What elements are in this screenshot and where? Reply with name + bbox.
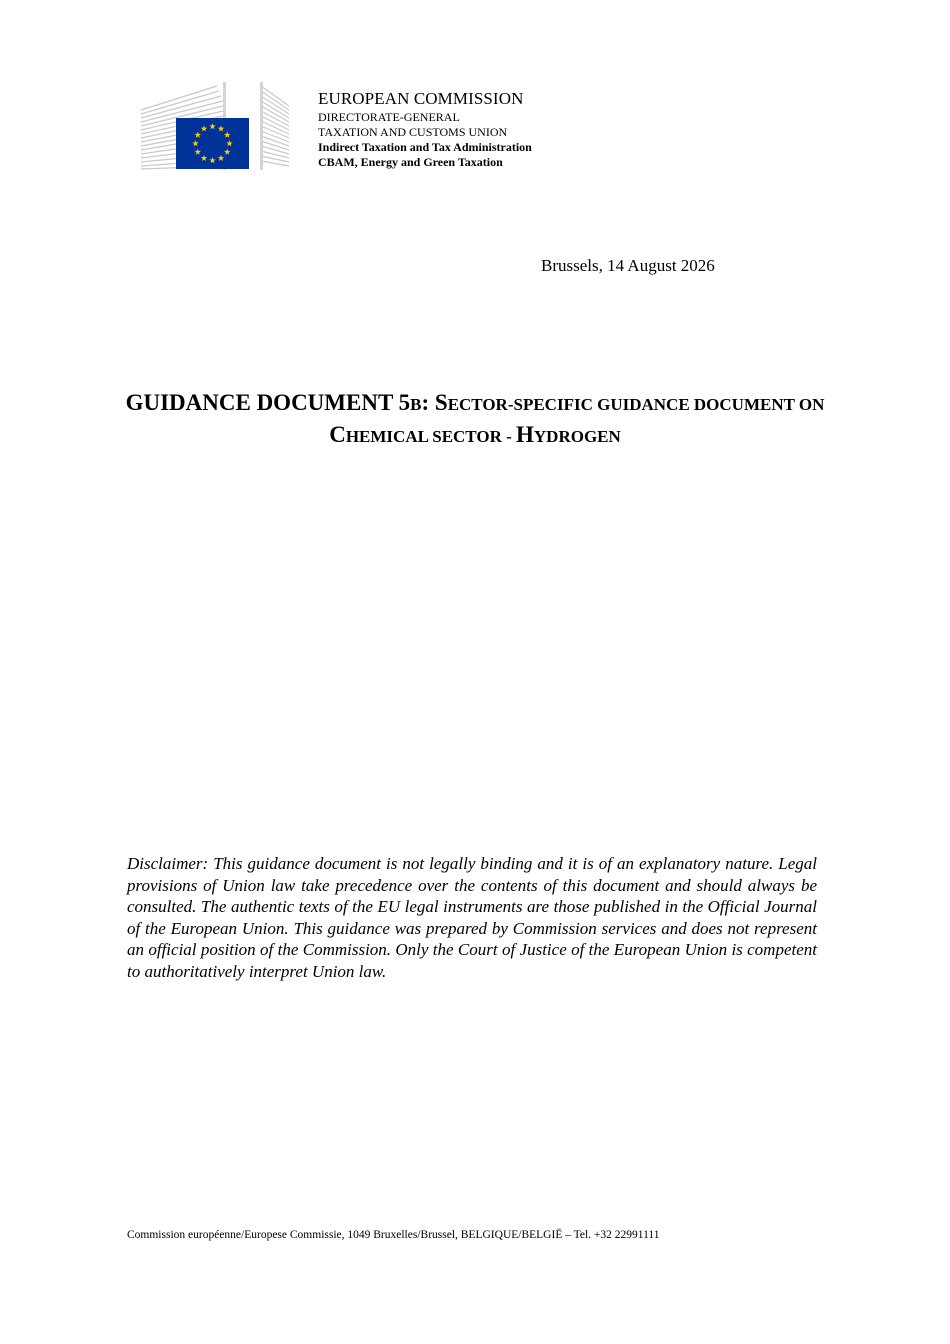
directorate-general-line2: TAXATION AND CUSTOMS UNION [318,125,508,139]
title-part3-cap: C [329,422,346,447]
title-part1-small: B [410,395,422,414]
directorate-general-line1: DIRECTORATE-GENERAL [318,110,460,124]
date-line: Brussels, 14 August 2026 [541,256,715,275]
organisation-name: EUROPEAN COMMISSION [318,89,524,108]
unit-name: CBAM, Energy and Green Taxation [318,155,503,169]
title-part4-cap: H [516,422,534,447]
directorate-name: Indirect Taxation and Tax Administration [318,140,532,154]
title-part4-small: YDROGEN [533,427,621,446]
footer-address: Commission européenne/Europese Commissie, 1049 Bruxelles/Brussel, BELGIQUE/BELGIË – Tel. +32 22991111 [127,1229,660,1241]
european-commission-logo-icon [139,82,291,172]
title-part1: GUIDANCE DOCUMENT 5 [125,390,411,415]
document-title [110,388,840,452]
title-part2-small: ECTOR-SPECIFIC GUIDANCE DOCUMENT ON [447,395,825,414]
organisation-block [318,90,532,171]
title-part3-small: HEMICAL SECTOR - [345,427,517,446]
disclaimer-paragraph: Disclaimer: This guidance document is not legally binding and it is of an explanatory nature. Legal provisions of Union law take precedence over the contents of this document and should always be consulted. The authentic texts of the EU legal instruments are those published in the Official Journal of the European Union. This guidance was prepared by Commission services and does not represent an official position of the Commission. Only the Court of Justice of the European Union is competent to authoritatively interpret Union law. [127,854,817,981]
title-part2-cap: : S [421,390,448,415]
